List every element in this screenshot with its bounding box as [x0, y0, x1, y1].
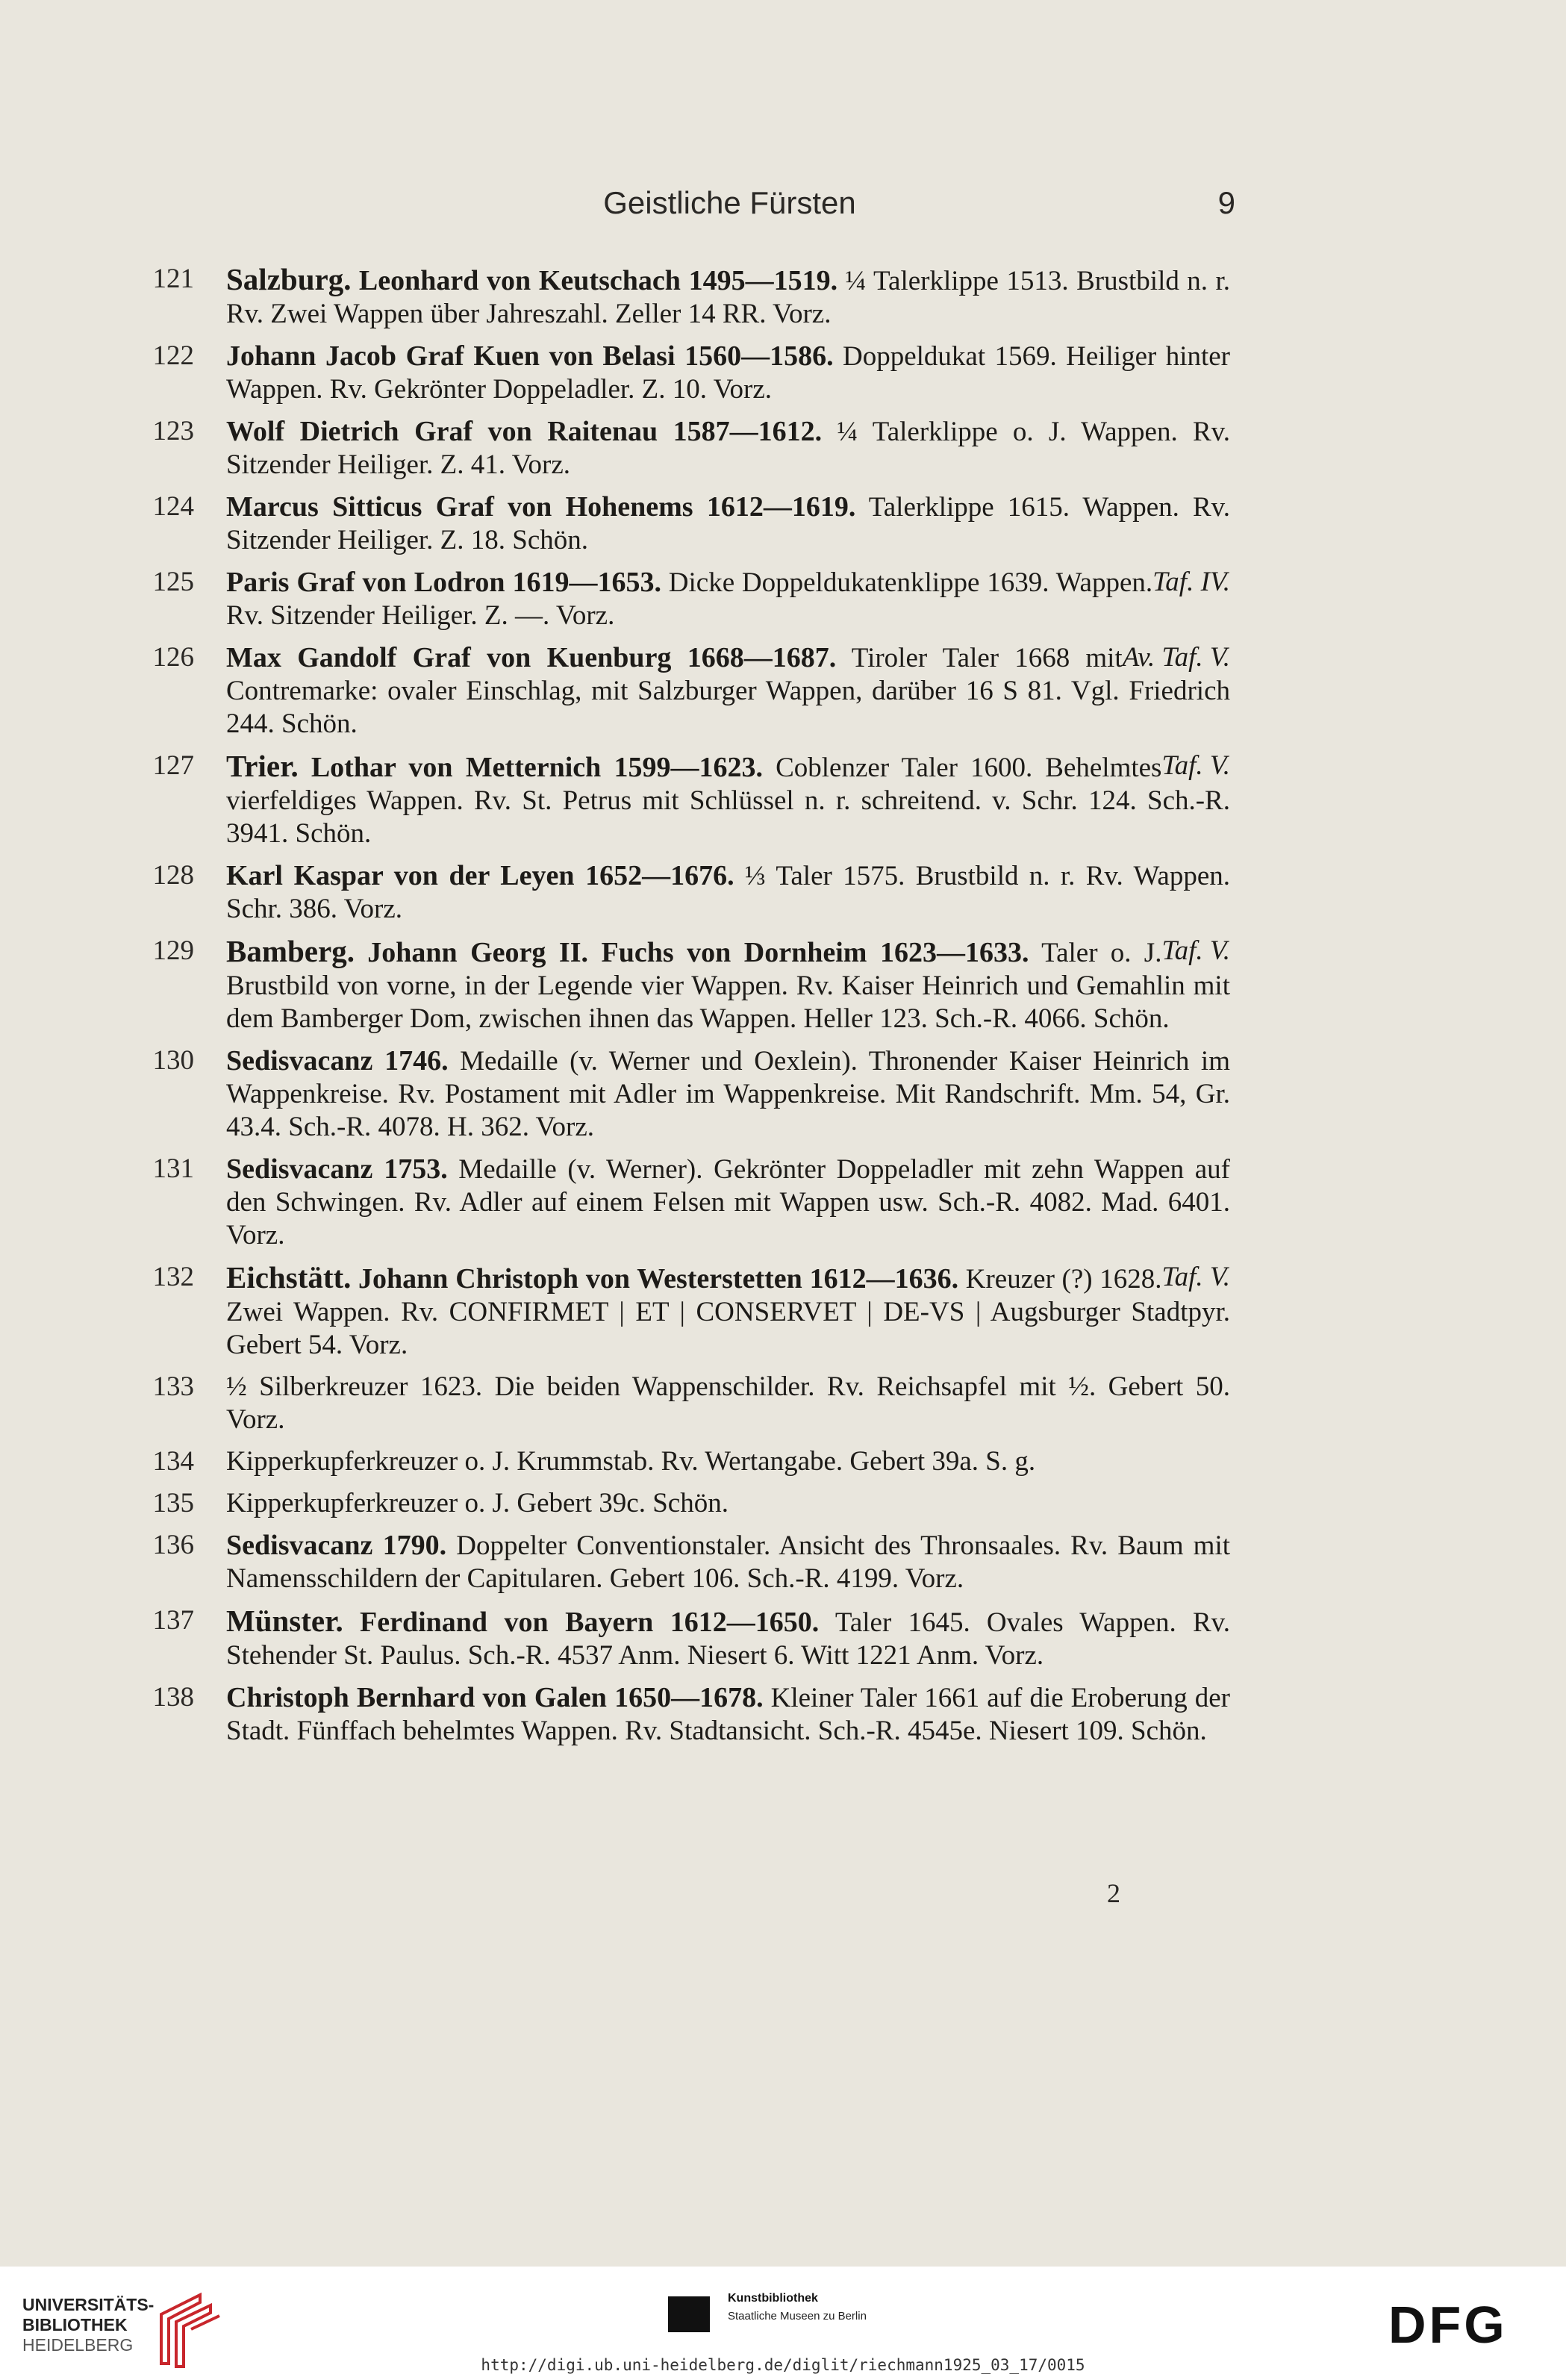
catalogue-entry	[134, 1487, 1239, 1520]
entry-body	[226, 1044, 1230, 1144]
entry-description: Coblenzer Taler 1600. Behelmtes vierfeldiges Wappen. Rv. St. Petrus mit Schlüssel n. r. schreitend. v. Schr. 124. Sch.-R. 3941. Schön.	[226, 753, 1230, 849]
library-name-line1: UNIVERSITÄTS-	[22, 2295, 155, 2314]
entry-description: Doppeldukat 1569. Heiliger hinter Wappen. Rv. Gekrönter Doppeladler. Z. 10. Vorz.	[226, 341, 1231, 405]
entry-description: Kreuzer (?) 1628. Zwei Wappen. Rv. CONFIRMET | ET | CONSERVET | DE-VS | Augsburger Stadtpyr. Gebert 54. Vorz.	[226, 1264, 1230, 1360]
catalogue-entry	[134, 1044, 1239, 1144]
entry-location: Eichstätt.	[226, 1260, 352, 1295]
entry-description: Medaille (v. Werner). Gekrönter Doppeladler mit zehn Wappen auf den Schwingen. Rv. Adler auf einem Felsen mit Wappen usw. Sch.-R. 4082. Mad. 6401. Vorz.	[226, 1154, 1230, 1250]
entry-number: 135	[152, 1488, 194, 1518]
kunstbibliothek-mark-icon	[668, 2296, 710, 2332]
signature-mark: 2	[1107, 1878, 1120, 1908]
entry-ruler: Sedisvacanz 1790.	[226, 1530, 447, 1561]
dfg-logo[interactable]	[1388, 2301, 1545, 2347]
catalogue-entry	[134, 1371, 1239, 1436]
entry-description: Medaille (v. Werner und Oexlein). Thronender Kaiser Heinrich im Wappenkreise. Rv. Postament mit Adler im Wappenkreise. Mit Randschrift. Mm. 54, Gr. 43.4. Sch.-R. 4078. H. 362. Vorz.	[226, 1046, 1230, 1142]
entry-description: Talerklippe 1615. Wappen. Rv. Sitzender Heiliger. Z. 18. Schön.	[226, 492, 1230, 555]
entry-location: Salzburg.	[226, 262, 352, 296]
entry-number: 129	[152, 935, 194, 966]
entry-location: Münster.	[226, 1604, 343, 1638]
entry-number: 130	[152, 1045, 194, 1076]
entry-number: 132	[152, 1262, 194, 1292]
entry-number: 123	[152, 416, 194, 446]
entry-number: 121	[152, 264, 194, 294]
entry-description: Doppelter Conventionstaler. Ansicht des Thronsaales. Rv. Baum mit Namensschildern der Capitularen. Gebert 106. Sch.-R. 4199. Vorz.	[226, 1530, 1230, 1594]
entry-ruler: Max Gandolf Graf von Kuenburg 1668—1687.	[226, 642, 837, 673]
entry-description: Kipperkupferkreuzer o. J. Krummstab. Rv. Wertangabe. Gebert 39a. S. g.	[226, 1446, 1036, 1477]
catalogue-entry	[134, 1681, 1239, 1748]
partner-name: Kunstbibliothek	[728, 2292, 818, 2305]
catalogue-entry	[134, 415, 1239, 482]
catalogue-entry	[134, 263, 1239, 331]
catalogue-entry	[134, 1529, 1239, 1595]
catalogue-entry	[134, 1261, 1239, 1362]
entry-ruler: Paris Graf von Lodron 1619—1653.	[226, 567, 662, 598]
entry-number: 136	[152, 1530, 194, 1560]
entry-body	[226, 1445, 1230, 1478]
entry-ruler: Karl Kaspar von der Leyen 1652—1676.	[226, 860, 734, 891]
entry-description: Kipperkupferkreuzer o. J. Gebert 39c. Schön.	[226, 1488, 729, 1518]
catalogue-entry	[134, 566, 1239, 632]
catalogue-entry	[134, 340, 1239, 406]
catalogue-entry	[134, 1445, 1239, 1478]
university-library-logo[interactable]	[22, 2295, 224, 2362]
entry-number: 126	[152, 642, 194, 673]
entry-ruler: Ferdinand von Bayern 1612—1650.	[360, 1607, 820, 1638]
funder-name: DFG	[1388, 2301, 1508, 2347]
entry-body	[226, 1371, 1230, 1436]
entry-body	[226, 1604, 1230, 1672]
plate-reference: Av. Taf. V.	[1122, 642, 1230, 673]
catalogue-entry	[134, 641, 1239, 741]
entry-body	[226, 1681, 1230, 1748]
entry-body	[226, 490, 1230, 557]
entry-body	[226, 1153, 1230, 1252]
entry-body	[226, 263, 1230, 331]
entry-description: ¼ Talerklippe o. J. Wappen. Rv. Sitzender Heiliger. Z. 41. Vorz.	[226, 417, 1231, 480]
entry-description: Tiroler Taler 1668 mit Contremarke: ovaler Einschlag, mit Salzburger Wappen, darüber 16 S 81. Vgl. Friedrich 244. Schön.	[226, 643, 1230, 739]
entry-body	[226, 566, 1230, 632]
entry-ruler: Wolf Dietrich Graf von Raitenau 1587—1612.	[226, 416, 823, 447]
plate-reference: Taf. IV.	[1152, 567, 1230, 597]
entry-description: Taler 1645. Ovales Wappen. Rv. Stehender St. Paulus. Sch.-R. 4537 Anm. Niesert 6. Witt 1221 Anm. Vorz.	[226, 1607, 1231, 1671]
entry-description: ½ Silberkreuzer 1623. Die beiden Wappenschilder. Rv. Reichsapfel mit ½. Gebert 50. Vorz.	[226, 1371, 1230, 1435]
entry-number: 124	[152, 491, 194, 522]
entry-number: 125	[152, 567, 194, 597]
entry-body	[226, 1529, 1230, 1595]
entry-body	[226, 1487, 1230, 1520]
entry-ruler: Christoph Bernhard von Galen 1650—1678.	[226, 1682, 764, 1713]
library-name-line2: BIBLIOTHEK	[22, 2315, 128, 2334]
page-number: 9	[1217, 185, 1235, 220]
entry-description: Kleiner Taler 1661 auf die Eroberung der Stadt. Fünffach behelmtes Wappen. Rv. Stadtansicht. Sch.-R. 4545e. Niesert 109. Schön.	[226, 1683, 1230, 1746]
entry-location: Trier.	[226, 749, 299, 783]
entry-body	[226, 859, 1230, 926]
catalogue-entry	[134, 1604, 1239, 1672]
library-name-line3: HEIDELBERG	[22, 2335, 134, 2355]
entry-location: Bamberg.	[226, 934, 355, 968]
entry-body	[226, 641, 1230, 741]
entry-ruler: Johann Jacob Graf Kuen von Belasi 1560—1586.	[226, 340, 834, 372]
entry-ruler: Sedisvacanz 1746.	[226, 1045, 449, 1077]
catalogue-entry	[134, 1153, 1239, 1252]
entry-body	[226, 340, 1230, 406]
entry-number: 138	[152, 1682, 194, 1713]
plate-reference: Taf. V.	[1161, 935, 1230, 966]
partner-subtitle: Staatliche Museen zu Berlin	[728, 2310, 867, 2323]
entry-body	[226, 935, 1230, 1035]
entry-description: ⅓ Taler 1575. Brustbild n. r. Rv. Wappen. Schr. 386. Vorz.	[226, 861, 1231, 924]
catalogue-entry	[134, 490, 1239, 557]
entry-description: ¼ Talerklippe 1513. Brustbild n. r. Rv. Zwei Wappen über Jahreszahl. Zeller 14 RR. Vorz.	[226, 266, 1230, 329]
entry-ruler: Marcus Sitticus Graf von Hohenems 1612—1619.	[226, 491, 856, 523]
entry-body	[226, 415, 1230, 482]
catalogue-entries	[134, 263, 1239, 1757]
entry-number: 127	[152, 750, 194, 781]
page-title: Geistliche Fürsten	[603, 185, 856, 220]
entry-number: 133	[152, 1371, 194, 1402]
entry-ruler: Sedisvacanz 1753.	[226, 1153, 448, 1185]
entry-ruler: Johann Christoph von Westerstetten 1612—1636.	[358, 1263, 959, 1295]
library-name	[22, 2295, 154, 2355]
entry-description: Taler o. J. Brustbild von vorne, in der Legende vier Wappen. Rv. Kaiser Heinrich und Gemahlin mit dem Bamberger Dom, zwischen ihnen das Wappen. Heller 123. Sch.-R. 4066. Schön.	[226, 938, 1230, 1034]
running-head	[224, 185, 1235, 230]
entry-body	[226, 1261, 1230, 1362]
entry-body	[226, 750, 1230, 850]
entry-number: 122	[152, 340, 194, 371]
footer-bar	[0, 2267, 1566, 2380]
plate-reference: Taf. V.	[1161, 750, 1230, 781]
plate-reference: Taf. V.	[1161, 1262, 1230, 1292]
permalink-url[interactable]: http://digi.ub.uni-heidelberg.de/diglit/riechmann1925_03_17/0015	[481, 2356, 1085, 2374]
entry-number: 131	[152, 1153, 194, 1184]
entry-number: 137	[152, 1605, 194, 1636]
entry-ruler: Leonhard von Keutschach 1495—1519.	[358, 265, 838, 296]
catalogue-entry	[134, 859, 1239, 926]
entry-number: 134	[152, 1446, 194, 1477]
catalogue-entry	[134, 935, 1239, 1035]
entry-number: 128	[152, 860, 194, 891]
entry-ruler: Lothar von Metternich 1599—1623.	[311, 752, 764, 783]
entry-ruler: Johann Georg II. Fuchs von Dornheim 1623—1633.	[367, 937, 1029, 968]
entry-description: Dicke Doppeldukatenklippe 1639. Wappen. Rv. Sitzender Heiliger. Z. —. Vorz.	[226, 567, 1153, 631]
catalogue-entry	[134, 750, 1239, 850]
